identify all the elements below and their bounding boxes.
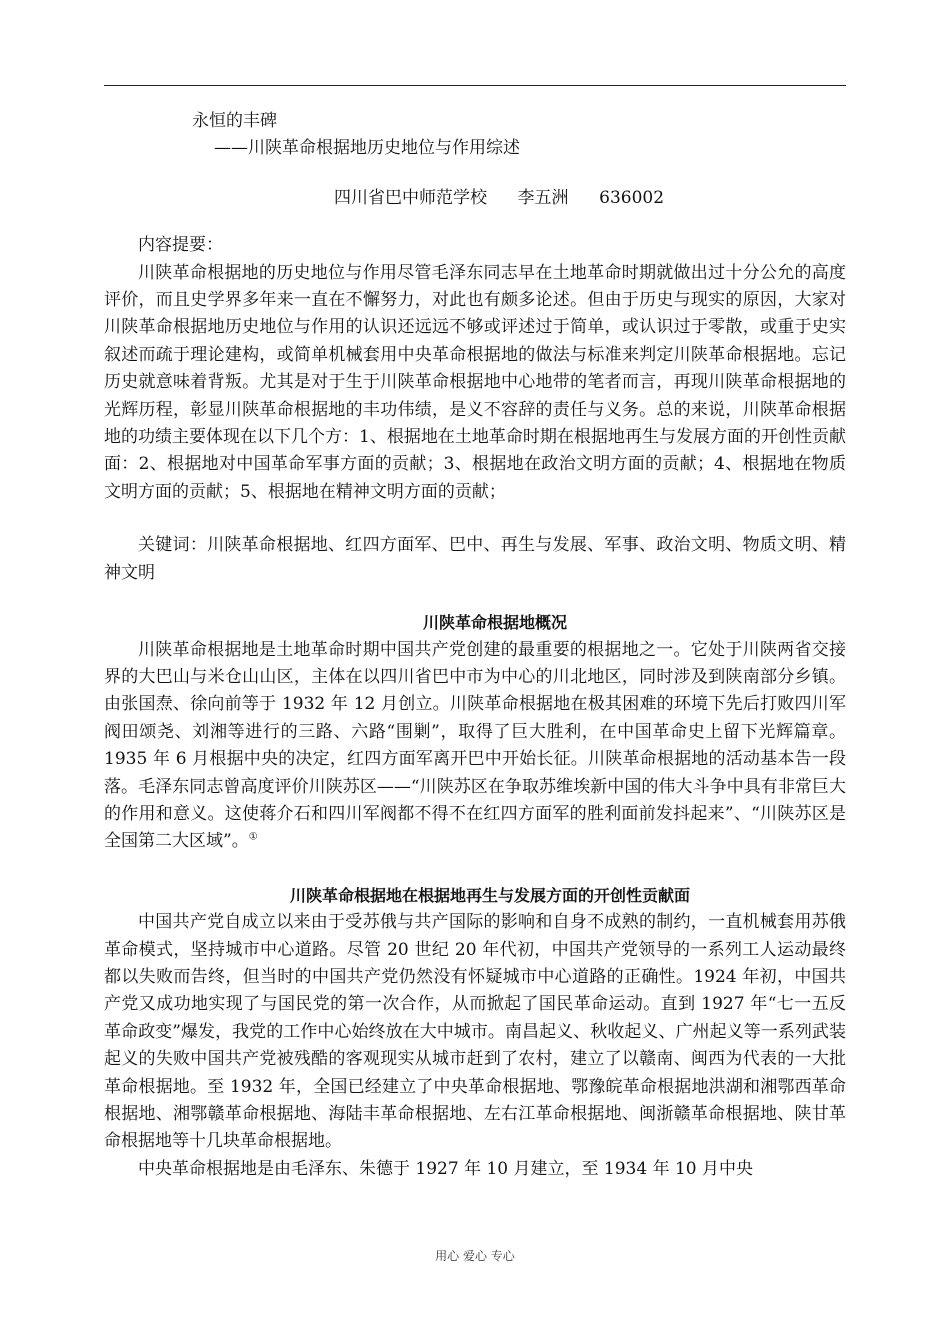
section-overview-paragraph (104, 637, 846, 856)
section-contribution-paragraph-2: 中央革命根据地是由毛泽东、朱德于 1927 年 10 月建立，至 1934 年 10 月中央 (138, 1158, 754, 1179)
page-footer: 用心 爱心 专心 (435, 1249, 515, 1263)
author-line (104, 185, 846, 212)
section-contribution-paragraph-1: 中国共产党自成立以来由于受苏俄与共产国际的影响和自身不成熟的制约，一直机械套用苏俄革命模式，坚持城市中心道路。尽管 20 世纪 20 年代初，中国共产党领导的一系列工人运动最终都以失败而告终，但当时的中国共产党仍然没有怀疑城市中心道路的正确性。1924 年初，中国共产党又成功地实现了与国民党的第一次合作，从而掀起了国民革命运动。直到 1927 年“七一五反革命政变”爆发，我党的工作中心始终放在大中城市。南昌起义、秋收起义、广州起义等一系列武装起义的失败中国共产党被残酷的客观现实从城市赶到了农村，建立了以赣南、闽西为代表的一大批革命根据地。至 1932 年，全国已经建立了中央革命根据地、鄂豫皖革命根据地洪湖和湘鄂西革命根据地、湘鄂赣革命根据地、海陆丰革命根据地、左右江革命根据地、闽浙赣革命根据地、陕甘革命根据地等十几块革命根据地。 (104, 912, 846, 1152)
document-body (104, 108, 846, 1183)
author-postcode: 636002 (599, 187, 665, 208)
section-overview-text: 川陕革命根据地是土地革命时期中国共产党创建的最重要的根据地之一。它处于川陕两省交接界的大巴山与米仓山山区，主体在以四川省巴中市为中心的川北地区，同时涉及到陕南部分乡镇。由张国焘、徐向前等于 1932 年 12 月创立。川陕革命根据地在极其困难的环境下先后打败四川军阀田颂尧、刘湘等进行的三路、六路“围剿”，取得了巨大胜利，在中国革命史上留下光辉篇章。1935 年 6 月根据中央的决定，红四方面军离开巴中开始长征。川陕革命根据地的活动基本告一段落。毛泽东同志曾高度评价川陕苏区——“川陕苏区在争取苏维埃新中国的伟大斗争中具有非常巨大的作用和意义。这使蒋介石和四川军阀都不得不在红四方面军的胜利面前发抖起来”、“川陕苏区是全国第二大区域”。 (104, 639, 846, 852)
summary-label: 内容提要： (138, 235, 223, 256)
header-rule (104, 85, 846, 86)
document-title: 永恒的丰碑 (192, 111, 277, 131)
section-heading-overview: 川陕革命根据地概况 (422, 613, 567, 633)
summary-paragraph: 川陕革命根据地的历史地位与作用尽管毛泽东同志早在土地革命时期就做出过十分公允的高度评价，而且史学界多年来一直在不懈努力，对此也有颇多论述。但由于历史与现实的原因，大家对川陕革命根据地历史地位与作用的认识还远远不够或评述过于简单，或认识过于零散，或重于史实叙述而疏于理论建构，或简单机械套用中央革命根据地的做法与标准来判定川陕革命根据地。忘记历史就意味着背叛。尤其是对于生于川陕革命根据地中心地带的笔者而言，再现川陕革命根据地的光辉历程，彰显川陕革命根据地的丰功伟绩，是义不容辞的责任与义务。总的来说，川陕革命根据地的功绩主要体现在以下几个方：1、根据地在土地革命时期在根据地再生与发展方面的开创性贡献面：2、根据地对中国革命军事方面的贡献；3、根据地在政治文明方面的贡献；4、根据地在物质文明方面的贡献；5、根据地在精神文明方面的贡献； (104, 262, 846, 502)
keywords: 关键词：川陕革命根据地、红四方面军、巴中、再生与发展、军事、政治文明、物质文明、精神文明 (104, 535, 846, 583)
author-school: 四川省巴中师范学校 (333, 187, 487, 208)
section-heading-contribution: 川陕革命根据地在根据地再生与发展方面的开创性贡献面 (289, 885, 690, 905)
author-name: 李五洲 (517, 187, 569, 208)
document-subtitle: ——川陕革命根据地历史地位与作用综述 (214, 138, 520, 159)
footnote-marker[interactable]: ① (248, 831, 258, 843)
